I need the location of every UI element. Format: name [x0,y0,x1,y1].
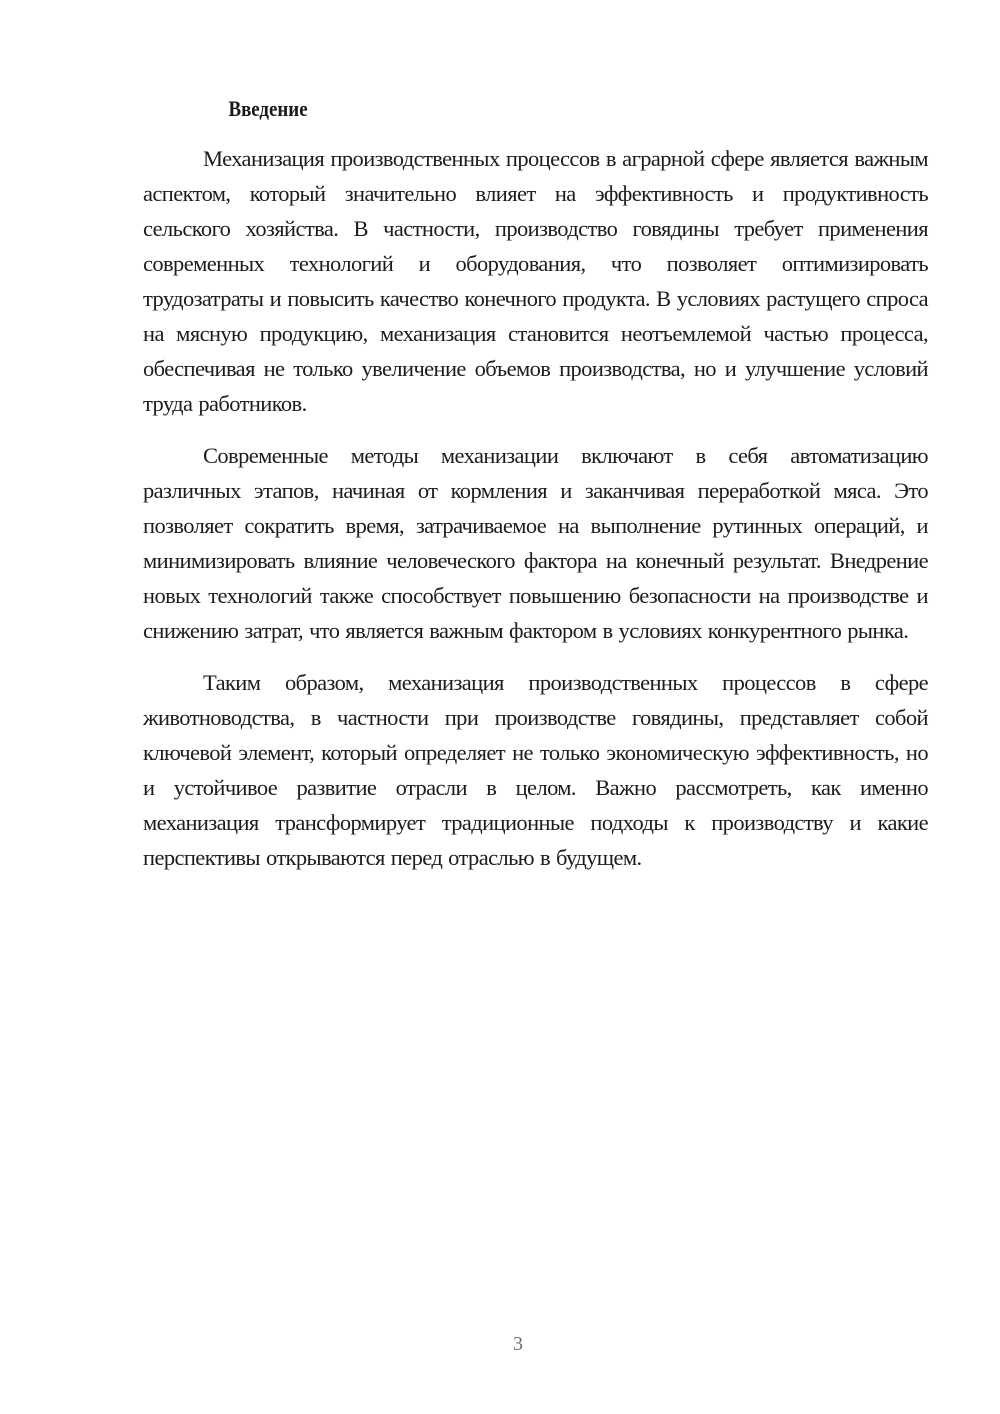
paragraph-1: Механизация производственных процессов в аграрной сфере является важным аспектом, который значительно влияет на эффективность и продуктивность сельского хозяйства. В частности, производство говядины требует применения современных технологий и оборудования, что позволяет оптимизировать трудозатраты и повысить качество конечного продукта. В условиях растущего спроса на мясную продукцию, механизация становится неотъемлемой частью процесса, обеспечивая не только увеличение объемов производства, но и улучшение условий труда работников. [143,146,928,416]
paragraph-3: Таким образом, механизация производственных процессов в сфере животноводства, в частности при производстве говядины, представляет собой ключевой элемент, который определяет не только экономическую эффективность, но и устойчивое развитие отрасли в целом. Важно рассмотреть, как именно механизация трансформирует традиционные подходы к производству и какие перспективы открываются перед отраслью в будущем. [143,670,928,870]
page-number-container [36,1333,1000,1356]
section-heading: Введение [228,96,308,121]
paragraph-2: Современные методы механизации включают в себя автоматизацию различных этапов, начиная от кормления и заканчивая переработкой мяса. Это позволяет сократить время, затрачиваемое на выполнение рутинных операций, и минимизировать влияние человеческого фактора на конечный результат. Внедрение новых технологий также способствует повышению безопасности на производстве и снижению затрат, что является важным фактором в условиях конкурентного рынка. [143,443,928,643]
body-text [143,141,928,875]
page-number: 3 [513,1333,523,1355]
section-heading-container [72,96,1000,122]
